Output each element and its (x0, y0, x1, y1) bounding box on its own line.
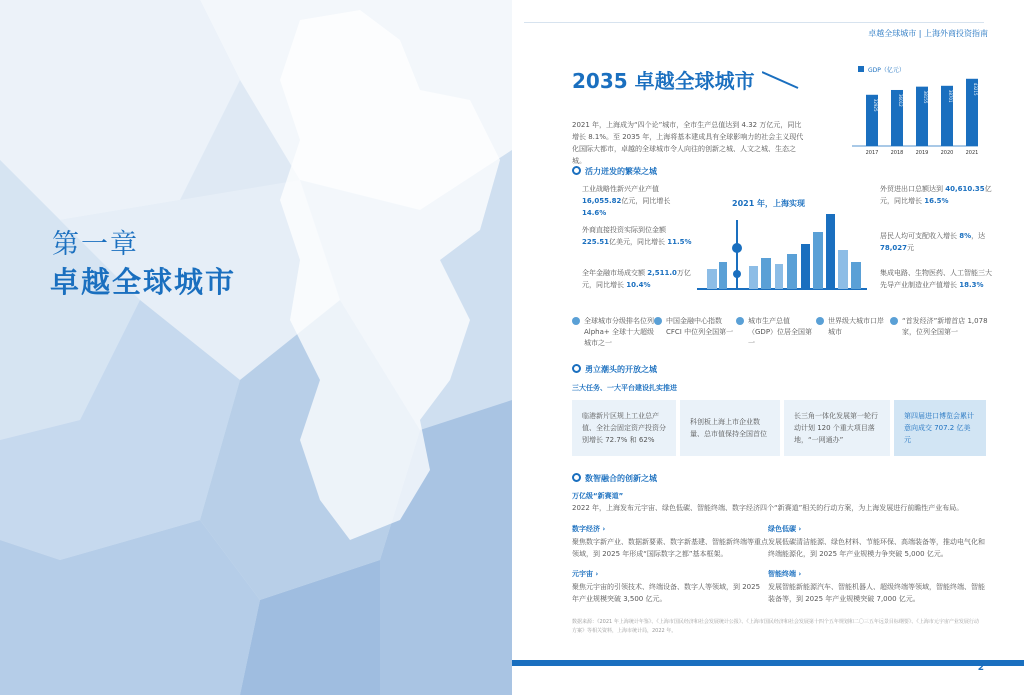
innovation-subtitle: 万亿级“新赛道” (572, 492, 624, 500)
gdp-year-label: 2021 (965, 150, 979, 156)
col-heading-digital: 数字经济 › (572, 525, 606, 533)
checkpoint-4: “首发经济”新增首店 1,078 家，位列全国第一 (890, 316, 988, 338)
intro-paragraph: 2021 年，上海成为“四个论”城市，全市生产总值达到 4.32 万亿元，同比增长 8.1%。至 2035 年，上海将基本建成具有全球影响力的社会主义现代化国际大都市，卓越的全球城市令人向往的创新之城、人文之城、生态之城。 (572, 121, 804, 165)
openness-box-0: 临港新片区规上工业总产值、全社会固定资产投资分别增长 72.7% 和 62% (572, 400, 676, 456)
section-heading-innovation: 数智融合的创新之城 (572, 473, 657, 484)
gdp-value-label: 43215 (973, 82, 978, 96)
section-icon (572, 364, 581, 373)
center-caption: 2021 年，上海实现 (732, 199, 806, 208)
openness-box-1: 科创板上海上市企业数量、总市值保持全国首位 (680, 400, 780, 456)
checkpoint-1: 中国金融中心指数 CFCI 中位列全国第一 (654, 316, 734, 338)
gdp-year-label: 2020 (940, 150, 954, 156)
col-heading-green: 绿色低碳 › (768, 525, 802, 533)
checkpoint-2: 城市生产总值（GDP）位居全国第一 (736, 316, 814, 349)
gdp-year-label: 2017 (865, 150, 879, 156)
footnote: 数据来源：《2021 年上海统计年鉴》、《上海市国民经济和社会发展统计公报》、《上海市国民经济和社会发展第十四个五年规划和二〇三五年远景目标纲要》、《上海市元宇宙产业发展行动方案》等相关资料，上海市统计局，2022 年。 (572, 619, 979, 634)
innovation-intro: 2022 年，上海发布元宇宙、绿色低碳、智能终端、数字经济四个“新赛道”相关的行动方案，为上海发展进行前瞻性产业布局。 (572, 504, 964, 512)
gdp-value-label: 38701 (948, 89, 953, 103)
gdp-bar-chart (852, 62, 982, 158)
col-text-digital: 聚焦数字新产业、数据新要素、数字新基建、智能新终端等重点领域，到 2025 年形成“国际数字之都”基本框架。 (572, 538, 768, 558)
chapter-title: 卓越全球城市 (50, 265, 237, 299)
section-heading-prosperity: 活力迸发的繁荣之城 (572, 166, 657, 177)
section-icon (572, 166, 581, 175)
chart-title: GDP（亿元） (868, 67, 905, 74)
title-slash-decoration (762, 70, 802, 90)
openness-box-3: 第四届进口博览会累计意向成交 707.2 亿美元 (894, 400, 986, 456)
col-heading-terminal: 智能终端 › (768, 570, 802, 578)
gdp-value-label: 38155 (923, 90, 928, 104)
stat-left-0: 工业战略性新兴产业产值16,055.82亿元，同比增长 14.6% (582, 185, 671, 217)
gdp-year-label: 2018 (890, 150, 904, 156)
page-number: 2 (977, 663, 984, 673)
section-heading-openness: 勇立潮头的开放之城 (572, 364, 657, 375)
header-rule (524, 22, 984, 23)
gdp-year-label: 2019 (915, 150, 929, 156)
legend-swatch (858, 66, 864, 72)
col-text-metaverse: 聚焦元宇宙的引领技术、终端设备、数字人等领域，到 2025 年产业规模突破 3,500 亿元。 (572, 583, 761, 603)
checkpoint-3: 世界级大城市口岸城市 (816, 316, 886, 338)
gdp-value-label: 32925 (873, 98, 878, 112)
checkpoint-0: 全球城市分级排名位列 Alpha+ 全球十大超级城市之一 (572, 316, 654, 349)
stat-left-1: 外商直接投资实际到位金额 225.51亿美元，同比增长 11.5% (582, 226, 692, 246)
section-icon (572, 473, 581, 482)
stat-right-0: 外贸进出口总额达到 40,610.35亿元，同比增长 16.5% (880, 185, 992, 205)
col-text-green: 发展低碳清洁能源、绿色材料、节能环保、高端装备等，推动电气化和终端能源化，到 2025 年产业规模力争突破 5,000 亿元。 (768, 538, 985, 558)
col-heading-metaverse: 元宇宙 › (572, 570, 599, 578)
running-header: 卓越全球城市 | 上海外商投资指南 (868, 29, 988, 38)
stat-right-2: 集成电路、生物医药、人工智能三大先导产业制造业产值增长 18.3% (880, 269, 992, 289)
stat-left-2: 全年金融市场成交额 2,511.0万亿元，同比增长 10.4% (582, 269, 691, 289)
bottom-bar (512, 660, 1024, 666)
page-title: 2035 卓越全球城市 (572, 69, 755, 93)
openness-subtitle: 三大任务、一大平台建设扎实推进 (572, 384, 677, 392)
gdp-value-label: 36012 (898, 93, 903, 107)
skyline-illustration (697, 214, 867, 294)
stat-right-1: 居民人均可支配收入增长 8%，达 78,027元 (880, 232, 986, 252)
openness-box-2: 长三角一体化发展第一轮行动计划 120 个重大项目落地，“一网通办” (784, 400, 890, 456)
content-page (512, 0, 1024, 695)
chapter-number: 第一章 (52, 229, 139, 260)
col-text-terminal: 发展智能新能源汽车、智能机器人、超级终端等领域，智能终端、智能装备等，到 2025 年产业规模突破 7,000 亿元。 (768, 583, 985, 603)
